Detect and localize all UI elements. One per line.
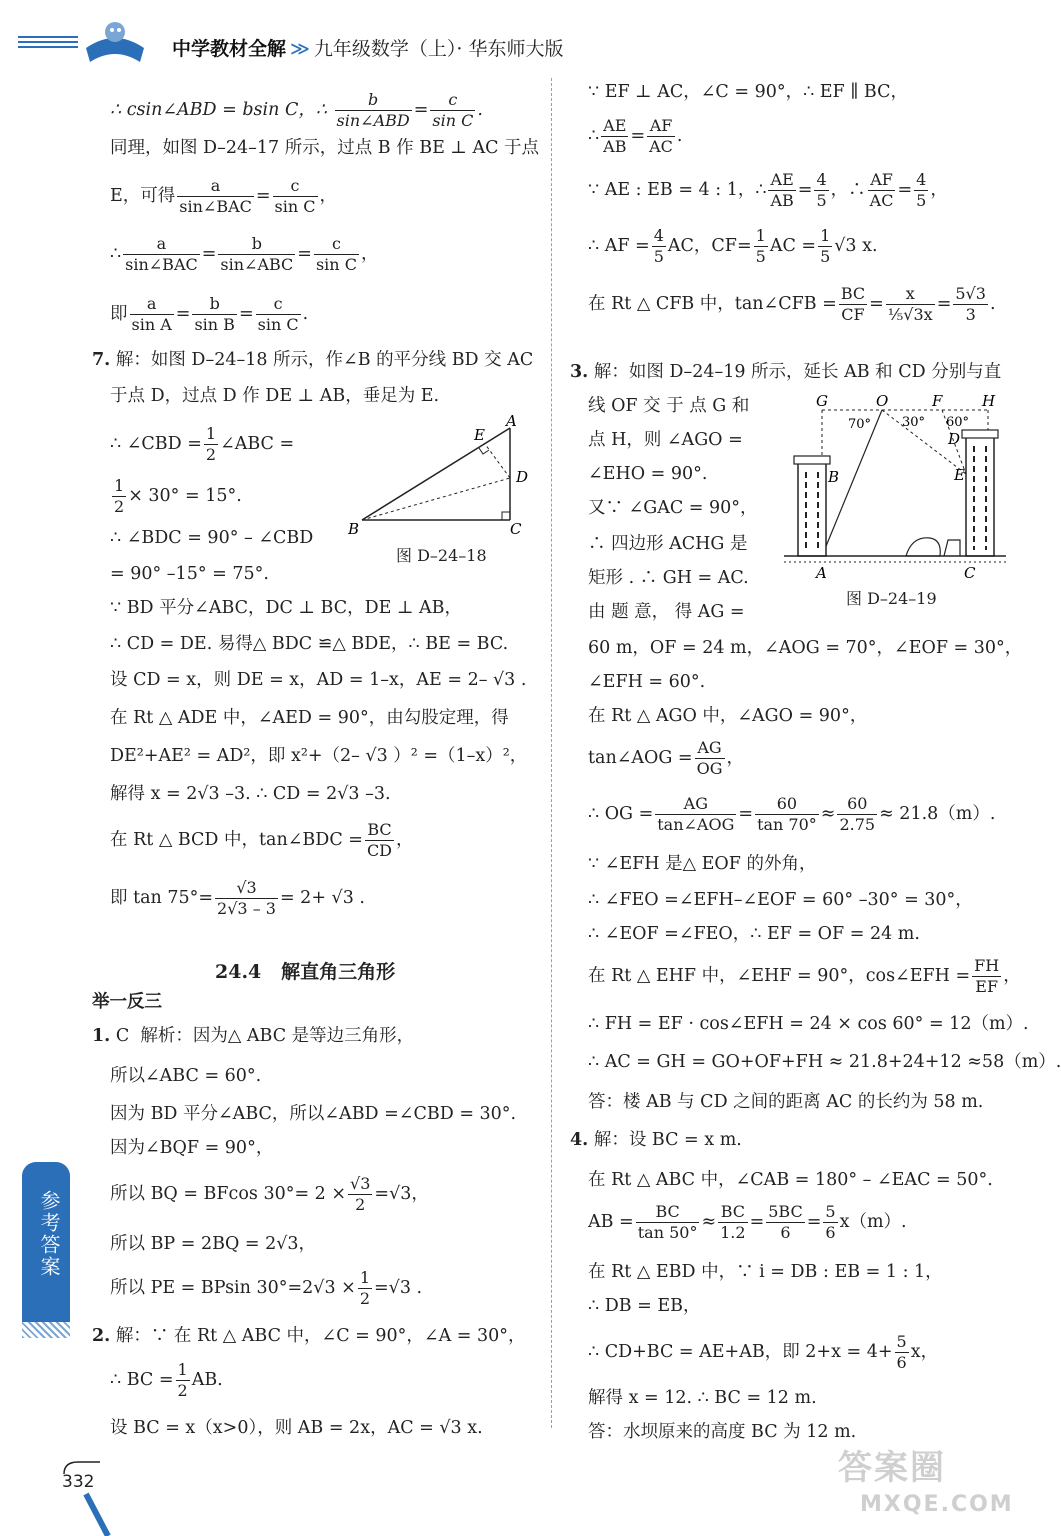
q3-line-18: ∴ FH = EF · cos∠EFH = 24 × cos 60° = 12（m）. — [588, 1014, 1029, 1034]
q3-line-14: ∵ ∠EFH 是△ EOF 的外角， — [588, 854, 817, 874]
fig18-label-d: D — [516, 468, 529, 486]
p7-line-9: 设 CD = x，则 DE = x，AD = 1–x，AE = 2– √3 . — [110, 670, 527, 690]
p7-line-10: 在 Rt △ ADE 中，∠AED = 90°，由勾股定理，得 — [110, 708, 509, 728]
q3-line-19: ∴ AC = GH = GO+OF+FH ≈ 21.8+24+12 ≈58（m）. — [588, 1052, 1061, 1072]
q4-line-4: 在 Rt △ EBD 中，∵ i = DB : EB = 1 : 1， — [588, 1262, 943, 1282]
right-line-1: ∵ EF ⊥ AC，∠C = 90°，∴ EF ∥ BC， — [588, 82, 908, 102]
section-title: 24.4 解直角三角形 — [215, 961, 396, 983]
p7-line-13: 在 Rt △ BCD 中，tan∠BDC = $\frac{BC}{CD}$ ， — [110, 820, 414, 860]
left-line-1: ∴ csin∠ABD = bsin C，∴ $\frac{b}{\text{sin∠ABD}}$ = $\frac{c}{\text{sin C}}$ . — [110, 90, 483, 130]
figure-d-24-18 — [340, 410, 540, 540]
q4-line-8: 答：水坝原来的高度 BC 为 12 m. — [588, 1422, 857, 1442]
q3-line-13: ∴ OG = $\frac{AG}{\text{tan∠AOG}}$ = $\frac{60}{\tan 70^\circ}$ ≈ $\frac{60}{2.75}$ ≈ 21.8（m）. — [588, 794, 996, 834]
q4-line-3: AB = $\frac{BC}{\tan 50^\circ}$ ≈ $\frac{BC}{1.2}$ = $\frac{5BC}{6}$ = $\frac{5}{6}$ x（m）. — [588, 1202, 907, 1242]
q3-line-5: 又∵ ∠GAC = 90°， — [588, 498, 758, 518]
fig19-angle-60: 60° — [946, 415, 970, 430]
q1-line-6: 所以 BP = 2BQ = 2√3， — [110, 1234, 317, 1254]
problem-7: 7. 解：如图 D–24–18 所示，作∠B 的平分线 BD 交 AC — [92, 350, 534, 370]
q3-line-3: 点 H，则 ∠AGO = — [588, 430, 743, 450]
q3-line-17: 在 Rt △ EHF 中，∠EHF = 90°，cos∠EFH = $\frac{FH}{EF}$ ， — [588, 956, 1021, 996]
fig19-label-g: G — [816, 392, 828, 410]
right-line-4: ∴ AF = $\frac{4}{5}$ AC，CF= $\frac{1}{5}$ AC = $\frac{1}{5}$ √3 x. — [588, 226, 878, 266]
fig19-angle-30: 30° — [902, 415, 926, 430]
fig19-label-e: E — [954, 466, 965, 484]
p7-line-5: ∴ ∠BDC = 90° – ∠CBD — [110, 528, 314, 548]
fig19-label-f: F — [932, 392, 943, 410]
right-line-2: ∴ $\frac{AE}{AB}$ = $\frac{AF}{AC}$ . — [588, 116, 683, 156]
right-line-3: ∵ AE : EB = 4 : 1，∴ $\frac{AE}{AB}$ = $\frac{4}{5}$ ，∴ $\frac{AF}{AC}$ = $\frac{4}{5}$ ， — [588, 170, 948, 210]
p7-line-4: $\frac{1}{2}$ × 30° = 15°. — [114, 476, 242, 516]
q1-line-2: 所以∠ABC = 60°. — [110, 1066, 262, 1086]
fig18-label-e: E — [474, 426, 485, 444]
fig19-angle-70: 70° — [848, 417, 872, 432]
q3-line-12: tan∠AOG = $\frac{AG}{OG}$ ， — [588, 738, 744, 778]
left-line-5: 即 $\frac{a}{\text{sin A}}$ = $\frac{b}{\text{sin B}}$ = $\frac{c}{\text{sin C}}$ . — [110, 294, 309, 334]
question-2: 2. 解：∵ 在 Rt △ ABC 中，∠C = 90°，∠A = 30°， — [92, 1326, 526, 1346]
left-line-2: 同理，如图 D–24–17 所示，过点 B 作 BE ⊥ AC 于点 — [110, 138, 540, 158]
question-1: 1. C 解析：因为△ ABC 是等边三角形， — [92, 1026, 415, 1046]
p7-line-7: ∵ BD 平分∠ABC，DC ⊥ BC，DE ⊥ AB， — [110, 598, 462, 618]
q3-line-11: 在 Rt △ AGO 中，∠AGO = 90°， — [588, 706, 868, 726]
fig18-label-c: C — [510, 520, 522, 538]
p7-line-11: DE²+AE² = AD²，即 x²+（2– √3 ）² =（1–x）²， — [110, 746, 528, 766]
p7-line-14: 即 tan 75°= $\frac{√3}{2√3 - 3}$ = 2+ √3 . — [110, 878, 365, 918]
p7-line-12: 解得 x = 2√3 –3. ∴ CD = 2√3 –3. — [110, 784, 391, 804]
watermark-logo: 答案圈 — [838, 1448, 946, 1488]
q3-line-9: 60 m，OF = 24 m，∠AOG = 70°，∠EOF = 30°， — [588, 638, 1023, 658]
p7-line-8: ∴ CD = DE. 易得△ BDC ≌△ BDE，∴ BE = BC. — [110, 634, 509, 654]
figure-d-24-19 — [782, 392, 1008, 584]
header-brand: 中学教材全解 — [172, 38, 287, 60]
q3-line-2: 线 OF 交 于 点 G 和 — [588, 396, 750, 416]
q3-line-6: ∴ 四边形 ACHG 是 — [588, 534, 748, 554]
watermark-url: MXQE.COM — [860, 1492, 1014, 1517]
q3-line-20: 答：楼 AB 与 CD 之间的距离 AC 的长约为 58 m. — [588, 1092, 984, 1112]
q3-line-7: 矩形 . ∴ GH = AC. — [588, 568, 749, 588]
side-tab — [22, 1162, 70, 1322]
header-subtitle: 九年级数学（上）· 华东师大版 — [313, 38, 564, 60]
header-decoration — [18, 36, 78, 54]
header-arrow: ≫ — [290, 38, 310, 60]
fig19-label-c: C — [964, 564, 976, 582]
column-divider — [551, 78, 552, 1428]
q3-line-16: ∴ ∠EOF =∠FEO，∴ EF = OF = 24 m. — [588, 924, 920, 944]
q1-line-5: 所以 BQ = BFcos 30°= 2 × $\frac{√3}{2}$ =√3， — [110, 1174, 429, 1214]
subsection-title: 举一反三 — [92, 992, 162, 1012]
fig19-label-o: O — [876, 392, 889, 410]
q4-line-7: 解得 x = 12. ∴ BC = 12 m. — [588, 1388, 817, 1408]
q1-line-7: 所以 PE = BPsin 30°=2√3 × $\frac{1}{2}$ =√3 . — [110, 1268, 423, 1308]
q4-line-2: 在 Rt △ ABC 中，∠CAB = 180° – ∠EAC = 50°. — [588, 1170, 993, 1190]
q4-line-6: ∴ CD+BC = AE+AB，即 2+x = 4+ $\frac{5}{6}$ x， — [588, 1332, 939, 1372]
fig18-label-a: A — [506, 412, 517, 430]
side-tab-label: 参考答案 — [37, 1190, 61, 1278]
p7-line-2: 于点 D，过点 D 作 DE ⊥ AB，垂足为 E. — [110, 386, 440, 406]
side-tab-pattern — [22, 1322, 70, 1338]
question-4: 4. 解：设 BC = x m. — [570, 1130, 742, 1150]
q3-line-15: ∴ ∠FEO =∠EFH–∠EOF = 60° –30° = 30°， — [588, 890, 973, 910]
fig19-label-h: H — [982, 392, 996, 410]
fig18-label-b: B — [348, 520, 360, 538]
book-logo-icon — [80, 18, 150, 66]
p7-line-6: = 90° –15° = 75°. — [110, 564, 269, 584]
right-line-5: 在 Rt △ CFB 中，tan∠CFB = $\frac{BC}{CF}$ = $\frac{x}{\text{⅕√3x}}$ = $\frac{5√3}{3}$ . — [588, 284, 996, 324]
q3-line-4: ∠EHO = 90°. — [588, 464, 708, 484]
q4-line-5: ∴ DB = EB， — [588, 1296, 701, 1316]
q2-line-2: ∴ BC = $\frac{1}{2}$ AB. — [110, 1360, 223, 1400]
fig19-caption: 图 D–24–19 — [846, 589, 937, 608]
q1-line-4: 因为∠BQF = 90°， — [110, 1138, 274, 1158]
fig19-label-d: D — [948, 430, 961, 448]
fig19-label-a: A — [816, 564, 827, 582]
q3-line-8: 由 题 意， 得 AG = — [588, 602, 745, 622]
fig18-caption: 图 D–24–18 — [396, 546, 487, 565]
left-line-3: E，可得 $\frac{a}{\text{sin∠BAC}}$ = $\frac{c}{\text{sin C}}$ ， — [110, 176, 338, 216]
page-number: 332 — [62, 1472, 95, 1492]
p7-line-3: ∴ ∠CBD = $\frac{1}{2}$ ∠ABC = — [110, 424, 295, 464]
q3-line-10: ∠EFH = 60°. — [588, 672, 706, 692]
question-3: 3. 解：如图 D–24–19 所示，延长 AB 和 CD 分别与直 — [570, 362, 1002, 382]
header-title — [172, 34, 564, 61]
q2-line-3: 设 BC = x（x>0），则 AB = 2x，AC = √3 x. — [110, 1418, 483, 1438]
fig19-label-b: B — [828, 468, 840, 486]
q1-line-3: 因为 BD 平分∠ABC，所以∠ABD =∠CBD = 30°. — [110, 1104, 517, 1124]
left-line-4: ∴ $\frac{a}{\text{sin∠BAC}}$ = $\frac{b}{\text{sin∠ABC}}$ = $\frac{c}{\text{sin C}}$ ， — [110, 234, 379, 274]
